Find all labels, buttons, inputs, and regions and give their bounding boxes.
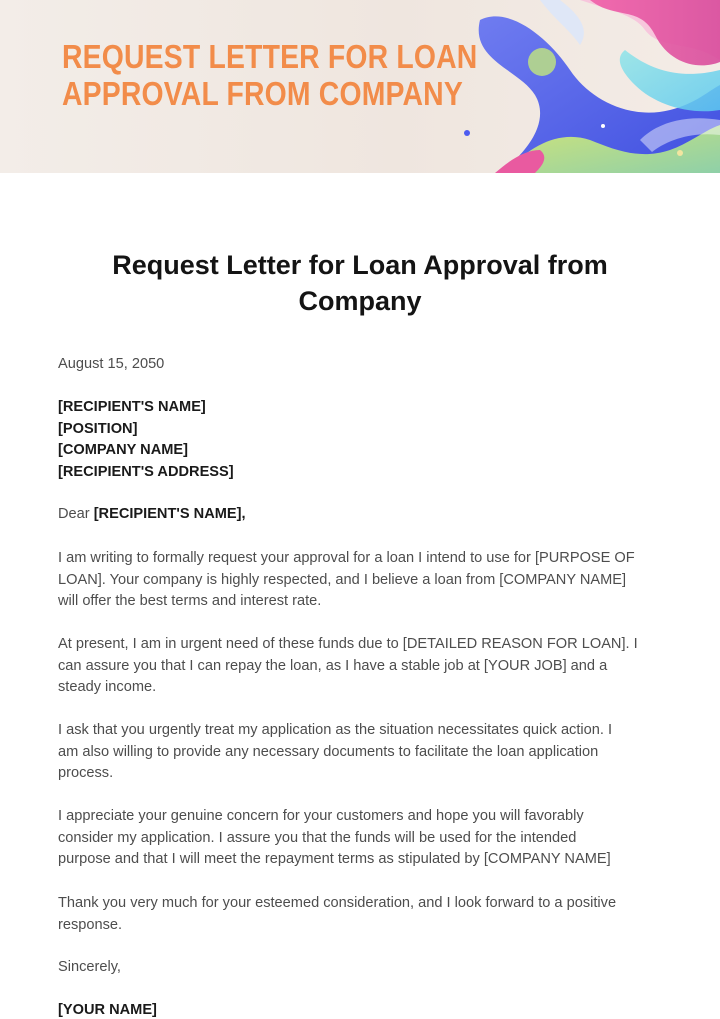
recipient-company: [COMPANY NAME] <box>58 442 188 458</box>
body-paragraph-1 <box>58 548 668 613</box>
paragraph-line: At present, I am in urgent need of these funds due to [DETAILED REASON FOR LOAN]. I <box>58 636 638 652</box>
paragraph-line: purpose and that I will meet the repayment terms as stipulated by [COMPANY NAME] <box>58 851 611 867</box>
recipient-block <box>58 397 668 483</box>
page-title <box>60 247 660 319</box>
paragraph-line: Thank you very much for your esteemed consideration, and I look forward to a positive <box>58 895 617 911</box>
abstract-wave-graphic <box>440 0 720 173</box>
salutation <box>58 504 668 526</box>
paragraph-line: process. <box>58 765 114 781</box>
recipient-address: [RECIPIENT'S ADDRESS] <box>58 463 234 480</box>
paragraph-line: can assure you that I can repay the loan, as I have a stable job at [YOUR JOB] and a <box>58 657 608 674</box>
banner-title-line-2: APPROVAL FROM COMPANY <box>62 75 463 112</box>
recipient-position: [POSITION] <box>58 420 138 437</box>
paragraph-line: I ask that you urgently treat my application as the situation necessitates quick action. I <box>58 722 613 738</box>
salutation-name: [RECIPIENT'S NAME], <box>93 506 246 522</box>
paragraph-line: LOAN]. Your company is highly respected, and I believe a loan from [COMPANY NAME] <box>58 571 627 588</box>
page-title-line-1: Request Letter for Loan Approval from <box>112 250 608 280</box>
paragraph-line: steady income. <box>58 679 157 695</box>
body-paragraph-5 <box>58 893 668 936</box>
paragraph-line: I am writing to formally request your approval for a loan I intend to use for [PURPOSE OF <box>58 550 635 566</box>
paragraph-line: am also willing to provide any necessary documents to facilitate the loan application <box>58 743 599 760</box>
salutation-prefix: Dear <box>58 506 94 522</box>
paragraph-line: I appreciate your genuine concern for your customers and hope you will favorably <box>58 808 584 824</box>
body-paragraph-4 <box>58 806 668 871</box>
paragraph-line: consider my application. I assure you that the funds will be used for the intended <box>58 829 577 846</box>
paragraph-line: response. <box>58 916 123 933</box>
recipient-name: [RECIPIENT'S NAME] <box>58 399 206 415</box>
signature-name: [YOUR NAME] <box>58 1002 157 1018</box>
header-banner <box>0 0 720 173</box>
body-paragraph-3 <box>58 720 668 785</box>
letter-date: August 15, 2050 <box>58 356 165 372</box>
page-title-line-2: Company <box>298 286 422 316</box>
paragraph-line: will offer the best terms and interest rate. <box>58 593 322 609</box>
closing: Sincerely, <box>58 959 121 975</box>
banner-title <box>62 38 478 112</box>
body-paragraph-2 <box>58 634 668 699</box>
banner-title-line-1: REQUEST LETTER FOR LOAN <box>62 38 478 75</box>
